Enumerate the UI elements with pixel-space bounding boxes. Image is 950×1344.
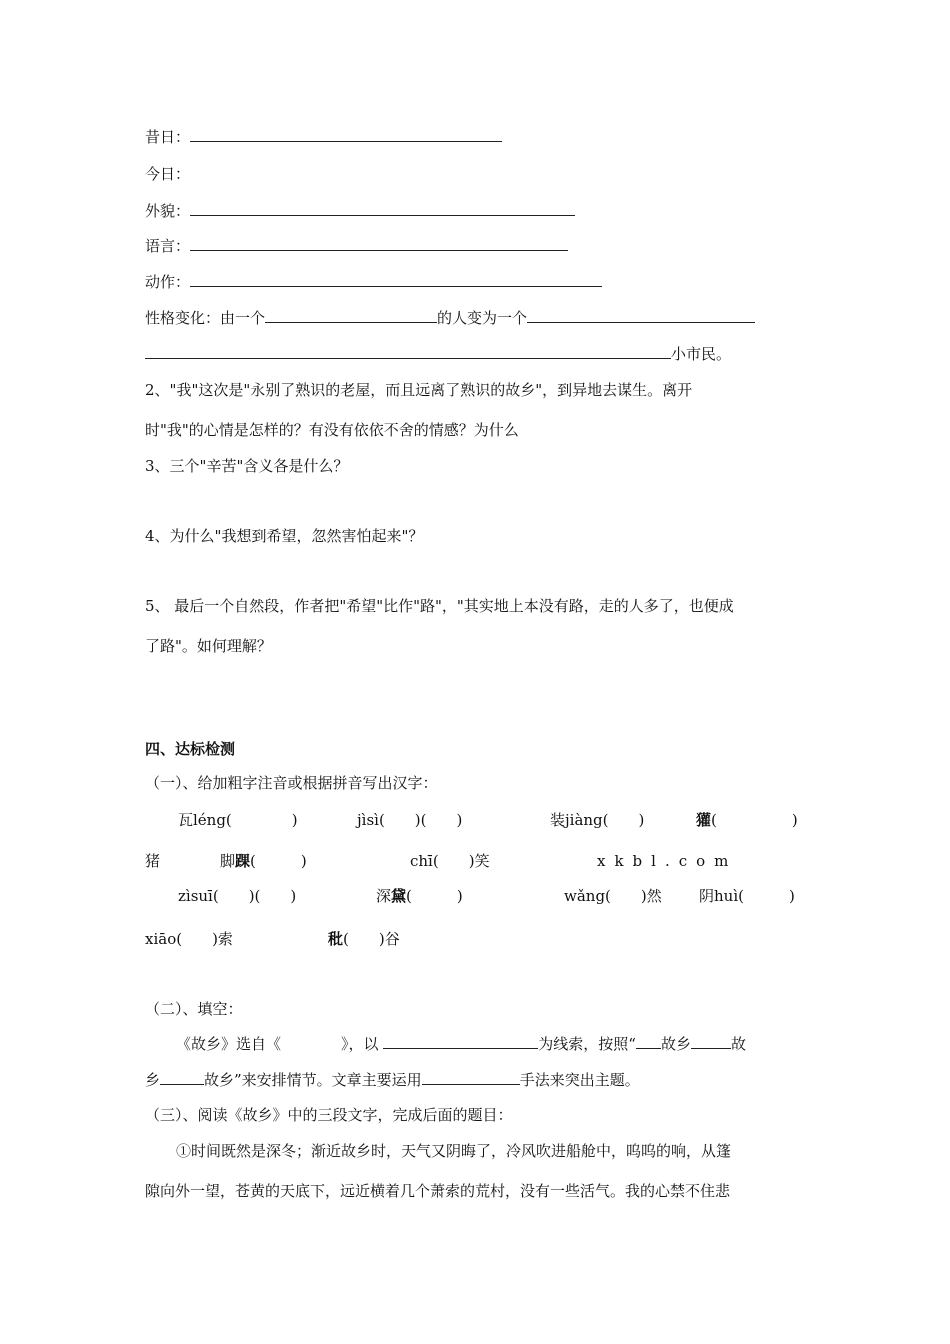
answer-blank[interactable] [145, 344, 671, 359]
part-2-title: （二）、填空： [145, 1000, 243, 1018]
question-5-line1: 5、 最后一个自然段，作者把"希望"比作"路"，"其实地上本没有路，走的人多了，也便成 [145, 597, 734, 615]
pinyin-item [376, 886, 463, 906]
answer-blank[interactable] [190, 127, 502, 142]
watermark-text: xkbl.com [597, 852, 738, 870]
fill-text: 乡 [145, 1071, 161, 1089]
bold-char: 獾 [696, 811, 712, 829]
field-speech-label: 语言： [145, 237, 191, 255]
pinyin-item [328, 929, 400, 949]
question-4: 4、为什么"我想到希望，忽然害怕起来"？ [145, 527, 424, 545]
answer-paren: ( ) [711, 811, 798, 829]
answer-blank[interactable] [190, 201, 575, 216]
pinyin-item: chī( )笑 [410, 852, 490, 870]
pinyin-item: wǎng( )然 [564, 887, 662, 905]
answer-paren: ( )谷 [343, 930, 400, 948]
field-today-label: 今日： [145, 165, 191, 183]
reading-para-line1: ①时间既然是深冬；渐近故乡时，天气又阴晦了，冷风吹进船舱中，呜呜的响，从篷 [176, 1142, 732, 1160]
field-appearance-label: 外貌： [145, 202, 191, 220]
field-action [145, 272, 602, 292]
answer-blank[interactable] [383, 1034, 538, 1049]
pinyin-item [220, 851, 307, 871]
field-action-label: 动作： [145, 273, 191, 291]
field-past-label: 昔日： [145, 128, 191, 146]
plain-char: 脚 [220, 852, 236, 870]
pinyin-item: 装jiàng( ) [550, 811, 645, 829]
fill-text: 为线索，按照“ [538, 1035, 636, 1053]
answer-blank[interactable] [527, 308, 755, 323]
field-personality-change-cont [145, 344, 731, 364]
fill-text: 故乡”来安排情节。文章主要运用 [204, 1071, 422, 1089]
bold-char: 秕 [328, 930, 344, 948]
question-2-line1: 2、"我"这次是"永别了熟识的老屋，而且远离了熟识的故乡"，到异地去谋生。离开 [145, 381, 693, 399]
field-today [145, 164, 190, 184]
bold-char: 踝 [235, 852, 251, 870]
part-3-title: （三）、阅读《故乡》中的三段文字，完成后面的题目： [145, 1106, 513, 1124]
fill-text: 故 [730, 1035, 746, 1053]
plain-char: 深 [376, 887, 392, 905]
answer-blank[interactable] [691, 1034, 731, 1049]
question-5-line2: 了路"。如何理解？ [145, 637, 272, 655]
reading-para-line2: 隙向外一望，苍黄的天底下，远近横着几个萧索的荒村，没有一些活气。我的心禁不住悲 [145, 1182, 731, 1200]
change-text-b: 的人变为一个 [437, 309, 528, 327]
section-4-title: 四、达标检测 [145, 740, 236, 758]
pinyin-item: zìsuī( )( ) [178, 887, 297, 905]
question-3: 3、三个"辛苦"含义各是什么？ [145, 457, 349, 475]
fill-text: 故乡 [660, 1035, 691, 1053]
answer-blank[interactable] [422, 1070, 520, 1085]
pinyin-item [696, 810, 798, 830]
change-text-end: 小市民。 [671, 345, 732, 363]
answer-blank[interactable] [190, 236, 568, 251]
answer-blank[interactable] [160, 1070, 204, 1085]
pinyin-item: 瓦léng( ) [178, 811, 298, 829]
fill-line-1 [176, 1034, 746, 1054]
bold-char: 黛 [391, 887, 407, 905]
fill-line-2 [145, 1070, 640, 1090]
field-personality-change [145, 308, 755, 328]
question-2-line2: 时"我"的心情是怎样的？有没有依依不舍的情感？为什么 [145, 421, 519, 439]
pinyin-item: xiāo( )索 [145, 930, 233, 948]
answer-paren: ( ) [250, 852, 307, 870]
pinyin-item: jìsì( )( ) [357, 811, 463, 829]
part-1-title: （一）、给加粗字注音或根据拼音写出汉字： [145, 774, 438, 792]
pinyin-item: 阴huì( ) [699, 887, 795, 905]
answer-blank[interactable] [190, 272, 602, 287]
fill-text: 手法来突出主题。 [519, 1071, 640, 1089]
field-speech [145, 236, 568, 256]
field-appearance [145, 201, 575, 221]
answer-blank[interactable] [265, 308, 437, 323]
fill-text: 《故乡》选自《 》，以 [176, 1035, 379, 1053]
pinyin-item: 猪 [145, 852, 161, 870]
answer-blank[interactable] [636, 1034, 661, 1049]
change-text-a: 性格变化：由一个 [145, 309, 266, 327]
answer-paren: ( ) [406, 887, 463, 905]
field-past [145, 127, 502, 147]
